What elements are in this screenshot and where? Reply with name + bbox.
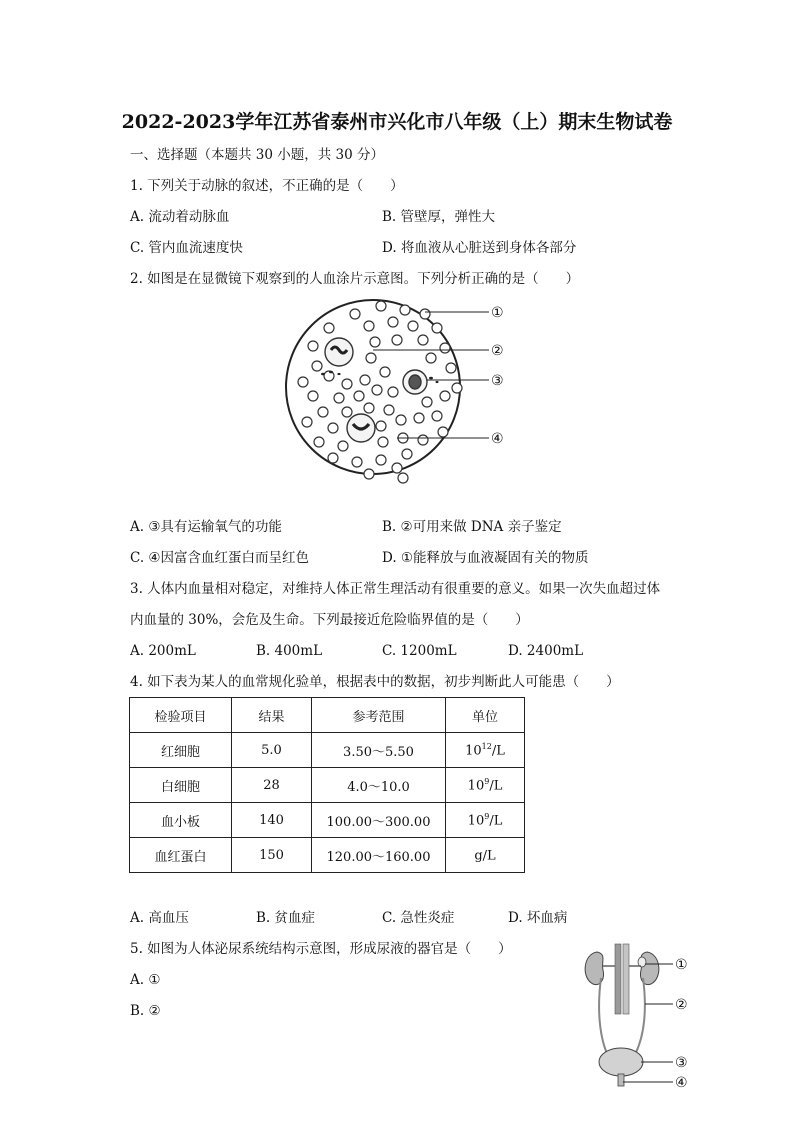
q1-option-c: C. 管内血流速度快: [130, 240, 243, 256]
urinary-label-1: ①: [675, 957, 688, 973]
q3-stem-line1: 3. 人体内血量相对稳定，对维持人体正常生理活动有很重要的意义。如果一次失血超过体: [130, 581, 661, 597]
q4-option-c: C. 急性炎症: [382, 910, 455, 926]
table-header: 检验项目: [130, 698, 232, 733]
q3-option-d: D. 2400mL: [508, 643, 584, 659]
table-row: [130, 733, 525, 768]
q3-option-b: B. 400mL: [256, 643, 323, 659]
table-row: [130, 768, 525, 803]
smear-label-1: ①: [491, 305, 504, 321]
blood-smear-figure: [285, 292, 525, 492]
smear-label-2: ②: [491, 343, 504, 359]
exam-title: 2022-2023学年江苏省泰州市兴化市八年级（上）期末生物试卷: [121, 111, 673, 133]
smear-label-4: ④: [491, 431, 504, 447]
table-header: 参考范围: [312, 698, 446, 733]
table-cell: 红细胞: [130, 733, 232, 768]
urinary-label-2: ②: [675, 997, 688, 1013]
q2-option-b: B. ②可用来做 DNA 亲子鉴定: [382, 519, 562, 535]
q2-option-d: D. ①能释放与血液凝固有关的物质: [382, 550, 589, 566]
q4-stem: 4. 如下表为某人的血常规化验单，根据表中的数据，初步判断此人可能患（ ）: [130, 674, 620, 690]
table-cell: 4.0～10.0: [312, 768, 446, 803]
table-header-row: [130, 698, 525, 733]
urinary-label-4: ④: [675, 1075, 688, 1090]
q2-stem: 2. 如图是在显微镜下观察到的人血涂片示意图。下列分析正确的是（ ）: [130, 271, 580, 287]
section-heading: 一、选择题（本题共 30 小题，共 30 分）: [130, 147, 385, 163]
q5-option-a: A. ①: [130, 972, 161, 988]
q2-option-c: C. ④因富含血红蛋白而呈红色: [130, 550, 310, 566]
q3-stem-line2: 内血量的 30%，会危及生命。下列最接近危险临界值的是（ ）: [130, 612, 529, 628]
table-header: 单位: [446, 698, 525, 733]
smear-label-3: ③: [491, 373, 504, 389]
q1-option-a: A. 流动着动脉血: [130, 209, 230, 225]
table-cell: $10^9/L$: [446, 803, 525, 838]
q3-option-c: C. 1200mL: [382, 643, 457, 659]
urinary-label-3: ③: [675, 1055, 688, 1071]
blood-test-table: [129, 697, 525, 873]
table-header: 结果: [232, 698, 312, 733]
urinary-system-figure: [575, 938, 700, 1090]
table-cell: 白细胞: [130, 768, 232, 803]
table-cell: 血小板: [130, 803, 232, 838]
table-cell: 120.00～160.00: [312, 838, 446, 873]
q5-stem: 5. 如图为人体泌尿系统结构示意图，形成尿液的器官是（ ）: [130, 941, 512, 957]
q1-option-b: B. 管壁厚，弹性大: [382, 209, 496, 225]
q4-option-b: B. 贫血症: [256, 910, 316, 926]
table-row: [130, 838, 525, 873]
table-cell: 100.00～300.00: [312, 803, 446, 838]
table-row: [130, 803, 525, 838]
table-cell: $10^{12}/L$: [446, 733, 525, 768]
q1-option-d: D. 将血液从心脏送到身体各部分: [382, 240, 577, 256]
table-cell: g/L: [446, 838, 525, 873]
q3-option-a: A. 200mL: [130, 643, 196, 659]
table-cell: 28: [232, 768, 312, 803]
table-cell: $10^9/L$: [446, 768, 525, 803]
table-cell: 血红蛋白: [130, 838, 232, 873]
q1-stem: 1. 下列关于动脉的叙述，不正确的是（ ）: [130, 178, 404, 194]
q4-option-d: D. 坏血病: [508, 910, 568, 926]
q4-option-a: A. 高血压: [130, 910, 189, 926]
table-cell: 150: [232, 838, 312, 873]
table-cell: 3.50～5.50: [312, 733, 446, 768]
q2-option-a: A. ③具有运输氧气的功能: [130, 519, 282, 535]
q5-option-b: B. ②: [130, 1003, 161, 1019]
table-cell: 140: [232, 803, 312, 838]
table-cell: 5.0: [232, 733, 312, 768]
